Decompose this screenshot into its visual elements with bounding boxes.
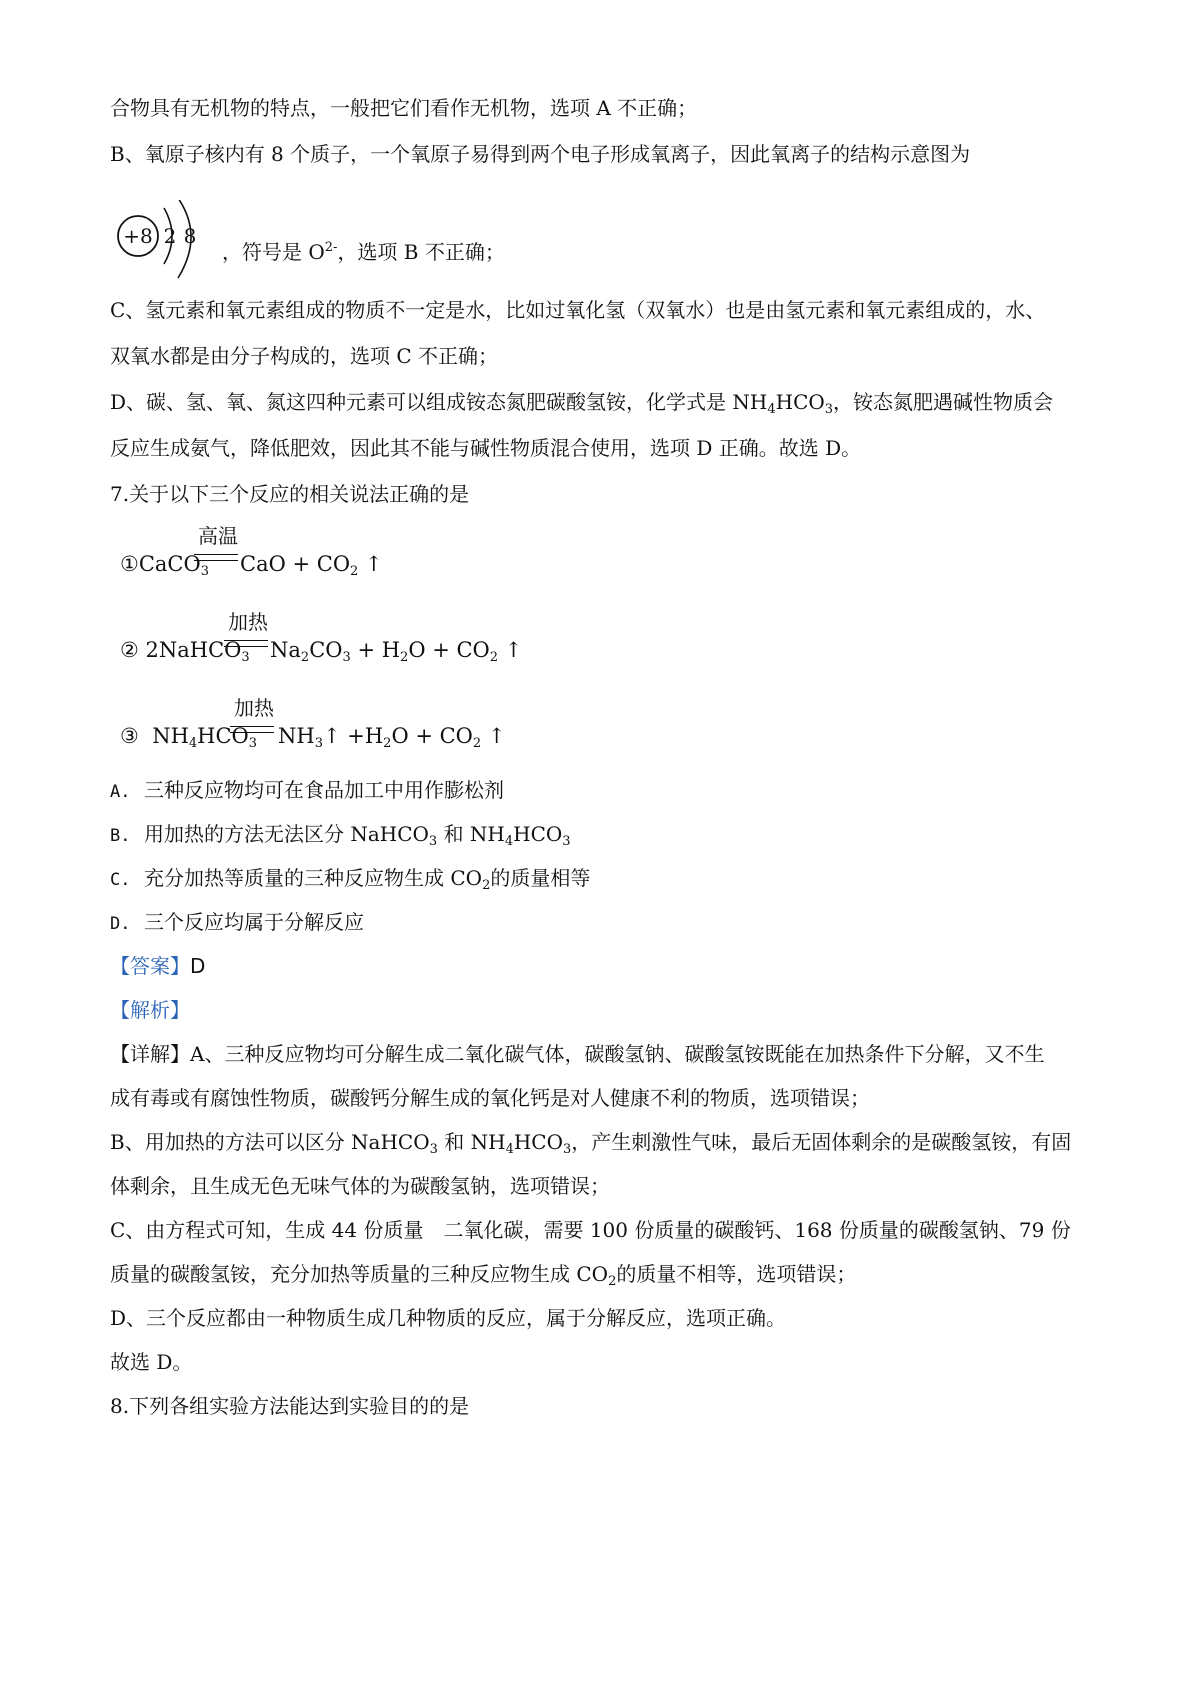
equation-1: ①CaCO$_3$ 高温 CaO + $CO_2$ ↑ (120, 524, 383, 579)
detail-line: 质量的碳酸氢铵，充分加热等质量的三种反应物生成 $CO_2$的质量不相等，选项错误； (110, 1262, 857, 1289)
answer-line (110, 952, 205, 980)
detail-line: C、由方程式可知，生成 44 份质量 二氧化碳，需要 100 份质量的碳酸钙、168 份质量的碳酸氢钠、79 份 (110, 1218, 1071, 1242)
equation-2: ② 2NaHCO$_3$ 加热 $Na_2CO_3 + H_2O + CO_2$ ↑ (120, 610, 523, 665)
answer-label: 【答案】 (110, 954, 190, 978)
option-c: C. 充分加热等质量的三种反应物生成 $CO_2$的质量相等 (110, 866, 591, 893)
text-line: B、氧原子核内有 8 个质子，一个氧原子易得到两个电子形成氧离子，因此氧离子的结构示意图为 (110, 142, 971, 166)
detail-line: B、用加热的方法可以区分 NaHCO$_3$ 和 $NH_4HCO_3$，产生刺激性气味，最后无固体剩余的是碳酸氢铵，有固 (110, 1130, 1072, 1157)
option-a: A. 三种反应物均可在食品加工中用作膨松剂 (110, 778, 504, 802)
text-line: D、碳、氢、氧、氮这四种元素可以组成铵态氮肥碳酸氢铵，化学式是 $NH_4HCO_3$，铵态氮肥遇碱性物质会 (110, 390, 1054, 417)
detail-line: 体剩余，且生成无色无味气体的为碳酸氢钠，选项错误； (110, 1174, 610, 1198)
nucleus-charge: +8 (123, 224, 153, 248)
ion-symbol-text: ，符号是 $O^{2-}$，选项 B 不正确； (222, 240, 505, 264)
detail-line: 故选 D。 (110, 1350, 193, 1374)
shell-2-electrons: 8 (183, 224, 197, 248)
option-d: D. 三个反应均属于分解反应 (110, 910, 364, 934)
option-b: B. 用加热的方法无法区分 NaHCO$_3$ 和 $NH_4HCO_3$ (110, 822, 571, 849)
text-line: 合物具有无机物的特点，一般把它们看作无机物，选项 A 不正确； (110, 96, 698, 120)
oxygen-ion-structure-diagram (112, 200, 222, 310)
answer-value: D (190, 954, 206, 978)
detail-label: 【详解】 (110, 1042, 190, 1066)
text-line: C、氢元素和氧元素组成的物质不一定是水，比如过氧化氢（双氧水）也是由氢元素和氧元素组成的，水、 (110, 298, 1046, 322)
equation-3: ③ $NH_4HCO_3$ 加热 $NH_3↑ +H_2O + CO_2$ ↑ (120, 696, 506, 751)
detail-line: 【详解】A、三种反应物均可分解生成二氧化碳气体，碳酸氢钠、碳酸氢铵既能在加热条件下分解，又不生 (110, 1042, 1045, 1066)
detail-line: 成有毒或有腐蚀性物质，碳酸钙分解生成的氧化钙是对人健康不利的物质，选项错误； (110, 1086, 870, 1110)
question-8-title: 8.下列各组实验方法能达到实验目的的是 (110, 1394, 470, 1418)
text-line: 反应生成氨气，降低肥效，因此其不能与碱性物质混合使用，选项 D 正确。故选 D。 (110, 436, 862, 460)
analysis-label: 【解析】 (110, 998, 190, 1022)
question-7-title: 7.关于以下三个反应的相关说法正确的是 (110, 482, 470, 506)
detail-line: D、三个反应都由一种物质生成几种物质的反应，属于分解反应，选项正确。 (110, 1306, 787, 1330)
shell-1-electrons: 2 (163, 224, 177, 248)
text-line: 双氧水都是由分子构成的，选项 C 不正确； (110, 344, 499, 368)
